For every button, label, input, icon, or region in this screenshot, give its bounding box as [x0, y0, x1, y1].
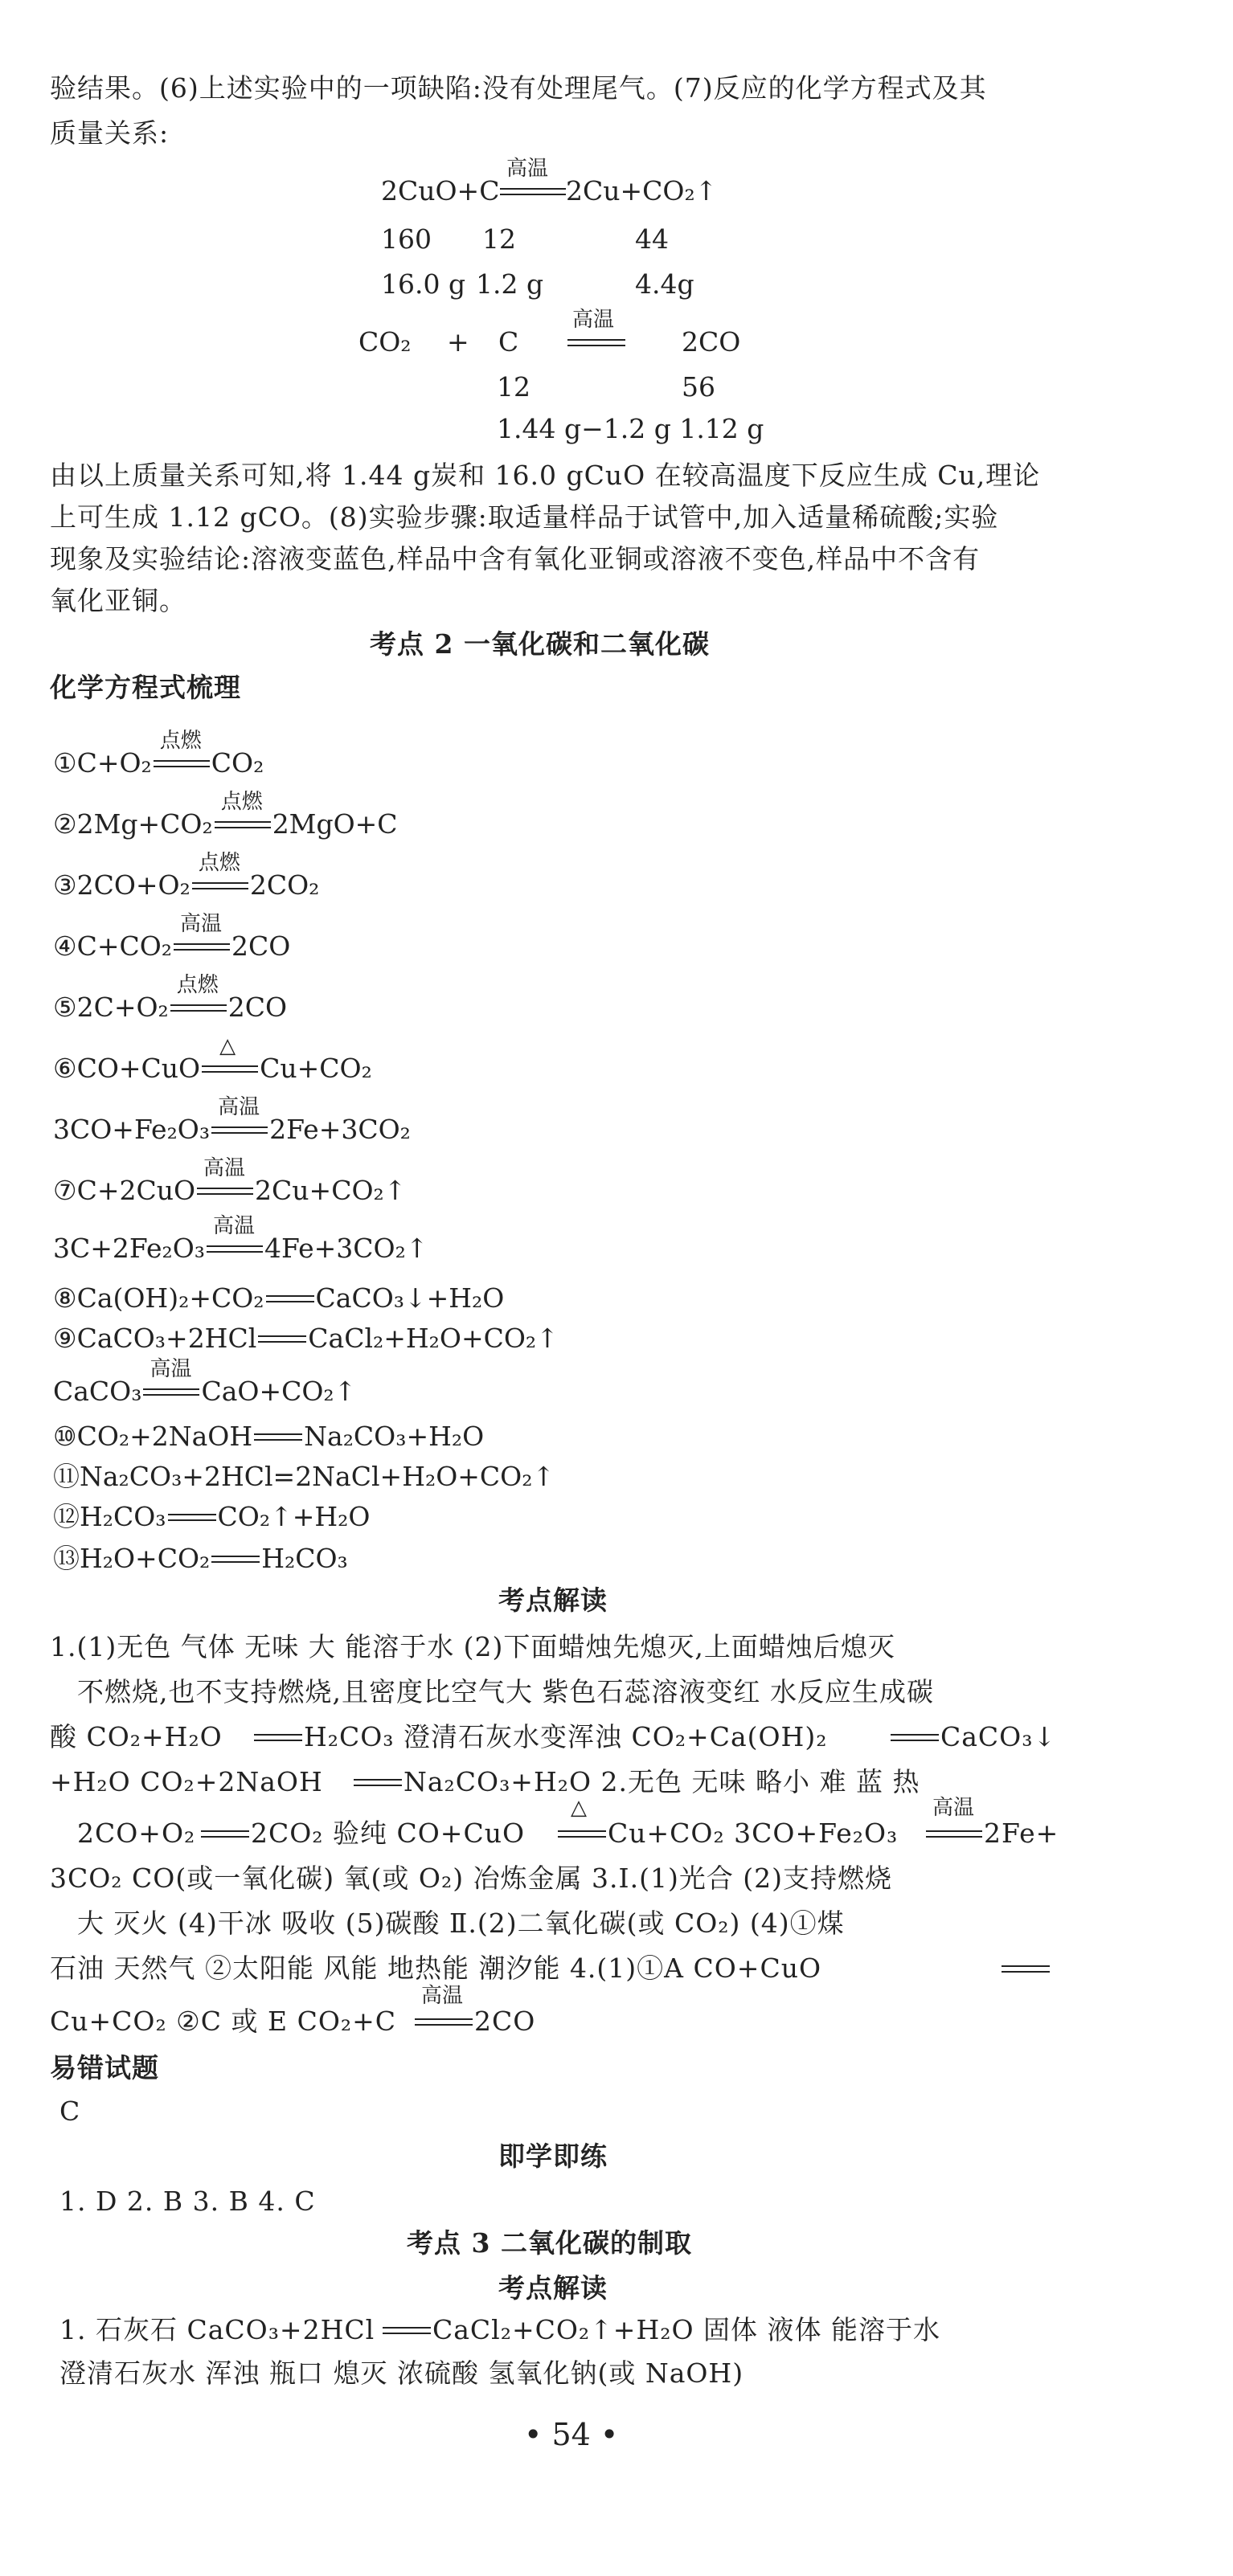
- equation-5-reactants: ⑤2C+O₂: [53, 992, 169, 1023]
- equation-16-products: H₂CO₃: [261, 1543, 348, 1574]
- intro-line-2: 质量关系:: [50, 117, 170, 149]
- conclusion-line-2: 上可生成 1.12 gCO。(8)实验步骤:取适量样品于试管中,加入适量稀硫酸;实验: [50, 501, 999, 533]
- equation-12-equals-sign: [143, 1388, 199, 1396]
- mass-r5-b: 56: [682, 371, 715, 403]
- jiedu-equals-7: [1002, 1965, 1050, 1973]
- jixue-title: 即学即练: [498, 2141, 608, 2172]
- equation-2-equals-sign: [215, 821, 271, 828]
- equation-16-reactants: ⑬H₂O+CO₂: [53, 1543, 211, 1574]
- jiedu-line-3a: 酸 CO₂+H₂O: [50, 1721, 223, 1752]
- equation-9-condition: 高温: [213, 1214, 256, 1238]
- mass-r4-c: C: [498, 326, 519, 358]
- jiedu-cond-9: 高温: [421, 1984, 464, 2008]
- section-3-subtitle: 考点解读: [498, 2272, 608, 2304]
- mass-r4-cond: 高温: [572, 308, 615, 332]
- mass-r2-c: 44: [635, 223, 669, 255]
- jiedu-cond-heat: △: [571, 1796, 587, 1820]
- equation-3-reactants: ③2CO+O₂: [53, 869, 190, 901]
- equation-3-condition: 点燃: [198, 851, 240, 875]
- equation-8-products: 2Cu+CO₂↑: [255, 1175, 407, 1206]
- equation-11-products: CaCl₂+H₂O+CO₂↑: [308, 1323, 559, 1354]
- jiedu-line-7: 大 灭火 (4)干冰 吸收 (5)碳酸 Ⅱ.(2)二氧化碳(或 CO₂) (4)①煤: [77, 1907, 845, 1939]
- equation-4-condition: 高温: [180, 912, 223, 936]
- equation-10-equals-sign: [266, 1295, 314, 1302]
- jiedu-line-3b: H₂CO₃ 澄清石灰水变浑浊 CO₂+Ca(OH)₂: [304, 1721, 828, 1752]
- conclusion-line-1: 由以上质量关系可知,将 1.44 g炭和 16.0 gCuO 在较高温度下反应生成 Cu,理论: [50, 460, 1041, 491]
- jiedu-line-5a: 2CO+O₂: [77, 1818, 196, 1849]
- equation-1-products: CO₂: [211, 747, 264, 779]
- equation-4-reactants: ④C+CO₂: [53, 930, 173, 962]
- mass-r2-b: 12: [482, 223, 516, 255]
- mass-r3-c: 4.4g: [635, 268, 694, 300]
- mass-eq1-equals: [500, 188, 566, 195]
- equation-6-equals-sign: [202, 1065, 258, 1073]
- mass-r3-a: 16.0 g: [381, 268, 466, 300]
- jiedu-line-8: 石油 天然气 ②太阳能 风能 地热能 潮汐能 4.(1)①A CO+CuO: [50, 1952, 822, 1984]
- section-3-title: 考点 3 二氧化碳的制取: [407, 2227, 692, 2259]
- equation-11-reactants: ⑨CaCO₃+2HCl: [53, 1323, 257, 1354]
- equation-15-reactants: ⑫H₂CO₃: [53, 1501, 166, 1532]
- equation-3-products: 2CO₂: [249, 869, 320, 901]
- equation-10-products: CaCO₃↓+H₂O: [315, 1282, 505, 1314]
- jiedu-line-1: 1.(1)无色 气体 无味 大 能溶于水 (2)下面蜡烛先熄灭,上面蜡烛后熄灭: [50, 1631, 895, 1662]
- equation-12-condition: 高温: [150, 1357, 192, 1381]
- equation-12-reactants: CaCO₃: [53, 1376, 142, 1407]
- mass-eq1-left: 2CuO+C: [381, 175, 500, 206]
- intro-line-1: 验结果。(6)上述实验中的一项缺陷:没有处理尾气。(7)反应的化学方程式及其: [50, 72, 987, 104]
- jiedu-equals-8: [415, 2018, 473, 2026]
- mass-r4-2co: 2CO: [682, 326, 741, 358]
- jiedu-equals-2: [891, 1734, 939, 1741]
- equation-7-products: 2Fe+3CO₂: [269, 1114, 411, 1145]
- jiedu-equals-5: [558, 1830, 606, 1838]
- equations-heading: 化学方程式梳理: [50, 672, 241, 703]
- jiedu-line-5d: 2Fe+: [984, 1818, 1059, 1849]
- jiedu-line-9b: 2CO: [474, 2006, 536, 2037]
- equation-15-equals-sign: [168, 1514, 216, 1521]
- mass-r5-a: 12: [497, 371, 530, 403]
- equation-2-products: 2MgO+C: [272, 808, 398, 840]
- equation-9-equals-sign: [207, 1245, 263, 1253]
- mass-eq1-cond: 高温: [506, 157, 549, 181]
- equation-6-condition: △: [219, 1034, 236, 1058]
- mass-r4-equals: [567, 339, 625, 346]
- equation-2-condition: 点燃: [220, 790, 263, 814]
- equation-13-products: Na₂CO₃+H₂O: [304, 1421, 485, 1452]
- equation-1-condition: 点燃: [159, 729, 202, 753]
- jiedu-line-5c: Cu+CO₂ 3CO+Fe₂O₃: [608, 1818, 899, 1849]
- equation-8-condition: 高温: [203, 1156, 246, 1180]
- equation-6-reactants: ⑥CO+CuO: [53, 1053, 201, 1084]
- section-3-line-1b: CaCl₂+CO₂↑+H₂O 固体 液体 能溶于水: [432, 2314, 940, 2345]
- mass-eq1-right: 2Cu+CO₂↑: [566, 175, 718, 206]
- equation-13-reactants: ⑩CO₂+2NaOH: [53, 1421, 253, 1452]
- jixue-answers: 1. D 2. B 3. B 4. C: [59, 2186, 316, 2217]
- equation-4-equals-sign: [174, 943, 230, 951]
- mass-r6: 1.44 g−1.2 g 1.12 g: [497, 413, 764, 444]
- equation-1-reactants: ①C+O₂: [53, 747, 152, 779]
- equation-3-equals-sign: [192, 882, 248, 889]
- equation-7-equals-sign: [211, 1126, 268, 1134]
- equation-8-reactants: ⑦C+2CuO: [53, 1175, 196, 1206]
- conclusion-line-4: 氧化亚铜。: [50, 585, 186, 616]
- mass-r3-b: 1.2 g: [476, 268, 544, 300]
- jiedu-line-6: 3CO₂ CO(或一氧化碳) 氧(或 O₂) 冶炼金属 3.Ⅰ.(1)光合 (2)支持燃烧: [50, 1862, 893, 1894]
- equation-13-equals-sign: [254, 1433, 302, 1441]
- yicuo-title: 易错试题: [50, 2052, 159, 2083]
- equation-14-reactants: ⑪Na₂CO₃+2HCl=2NaCl+H₂O+CO₂↑: [53, 1461, 555, 1492]
- section-3-equals: [383, 2327, 431, 2334]
- jiedu-line-4b: Na₂CO₃+H₂O 2.无色 无味 略小 难 蓝 热: [403, 1766, 920, 1797]
- equation-7-reactants: 3CO+Fe₂O₃: [53, 1114, 211, 1145]
- jiedu-equals-3: [354, 1779, 402, 1786]
- mass-r4-co2: CO₂: [358, 326, 412, 358]
- equation-11-equals-sign: [258, 1335, 306, 1343]
- jiedu-line-2: 不燃烧,也不支持燃烧,且密度比空气大 紫色石蕊溶液变红 水反应生成碳: [77, 1676, 934, 1707]
- equation-5-products: 2CO: [227, 992, 288, 1023]
- jiedu-equals-4: [201, 1830, 249, 1838]
- equation-9-reactants: 3C+2Fe₂O₃: [53, 1233, 206, 1264]
- section-3-line-1a: 1. 石灰石 CaCO₃+2HCl: [59, 2314, 375, 2345]
- equation-16-equals-sign: [211, 1556, 260, 1563]
- equation-8-equals-sign: [197, 1188, 253, 1195]
- equation-9-products: 4Fe+3CO₂↑: [264, 1233, 428, 1264]
- yicuo-answer: C: [59, 2096, 81, 2127]
- page-number: • 54 •: [524, 2417, 619, 2452]
- equation-12-products: CaO+CO₂↑: [201, 1376, 357, 1407]
- equation-5-equals-sign: [170, 1004, 227, 1012]
- equation-5-condition: 点燃: [176, 973, 219, 997]
- equation-2-reactants: ②2Mg+CO₂: [53, 808, 213, 840]
- mass-r2-a: 160: [381, 223, 432, 255]
- mass-r4-plus: +: [447, 326, 469, 358]
- equation-10-reactants: ⑧Ca(OH)₂+CO₂: [53, 1282, 264, 1314]
- section-3-line-2: 澄清石灰水 浑浊 瓶口 熄灭 浓硫酸 氢氧化钠(或 NaOH): [59, 2357, 744, 2389]
- equation-15-products: CO₂↑+H₂O: [217, 1501, 371, 1532]
- jiedu-line-5b: 2CO₂ 验纯 CO+CuO: [251, 1818, 526, 1849]
- conclusion-line-3: 现象及实验结论:溶液变蓝色,样品中含有氧化亚铜或溶液不变色,样品中不含有: [50, 543, 981, 574]
- jiedu-line-9a: Cu+CO₂ ②C 或 E CO₂+C: [50, 2006, 397, 2037]
- equation-1-equals-sign: [154, 760, 210, 767]
- equation-4-products: 2CO: [231, 930, 291, 962]
- jiedu-equals-1: [254, 1734, 302, 1741]
- kaodian-jiedu-title: 考点解读: [498, 1584, 608, 1616]
- jiedu-line-4a: +H₂O CO₂+2NaOH: [50, 1766, 323, 1797]
- equation-7-condition: 高温: [218, 1095, 260, 1119]
- section-2-title: 考点 2 一氧化碳和二氧化碳: [370, 628, 710, 660]
- jiedu-line-3c: CaCO₃↓: [940, 1721, 1057, 1752]
- jiedu-cond-gaowen: 高温: [932, 1796, 975, 1820]
- equation-6-products: Cu+CO₂: [260, 1053, 372, 1084]
- jiedu-equals-6: [926, 1830, 982, 1838]
